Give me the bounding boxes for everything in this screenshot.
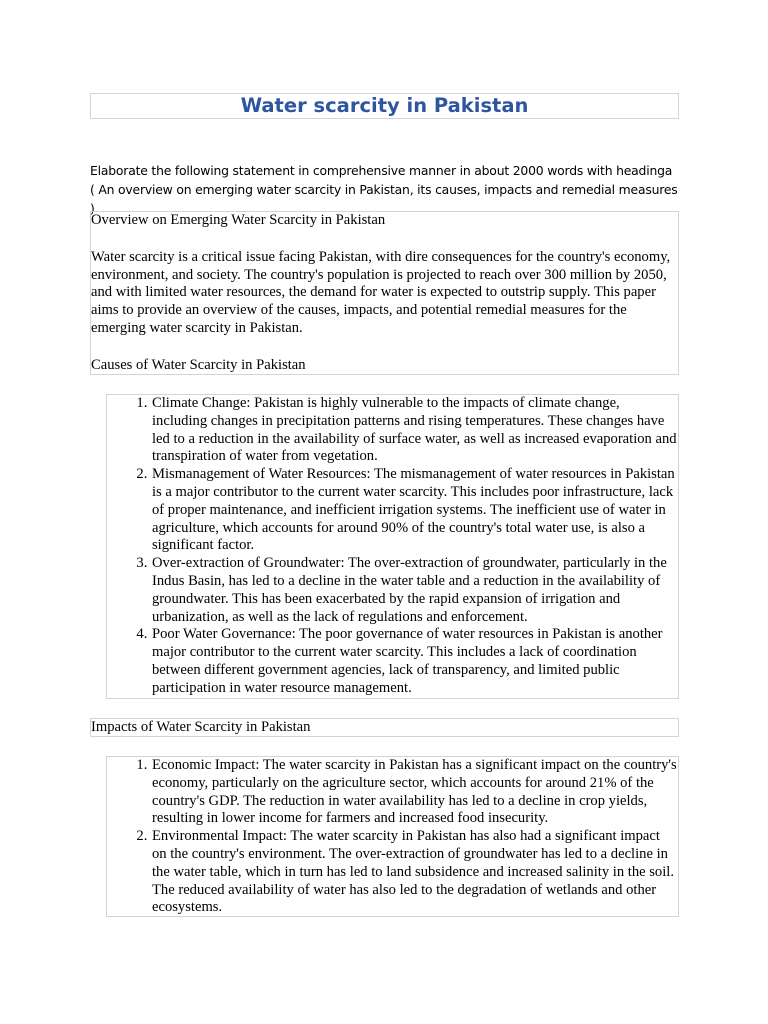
impact-item: 2. Environmental Impact: The water scarcity in Pakistan has also had a significant impact on the country's environment. The over-extraction of groundwater has led to a decline in the water table, which in turn has led to land subsidence and increased salinity in the soil. The reduced availability of water has also led to the degradation of wetlands and other ecosystems. (151, 828, 678, 917)
causes-list-box (106, 394, 679, 699)
cause-item: 4. Poor Water Governance: The poor governance of water resources in Pakistan is another major contributor to the current water scarcity. This includes a lack of coordination between different government agencies, lack of transparency, and limited public participation in water resource management. (151, 626, 678, 697)
impacts-heading: Impacts of Water Scarcity in Pakistan (91, 719, 311, 735)
overview-section (90, 211, 679, 375)
impacts-heading-box (90, 718, 679, 737)
cause-item: 2. Mismanagement of Water Resources: The mismanagement of water resources in Pakistan is a major contributor to the current water scarcity. This includes poor infrastructure, lack of proper maintenance, and inefficient irrigation systems. The inefficient use of water in agriculture, which accounts for around 90% of the country's total water use, is also a significant factor. (151, 466, 678, 555)
causes-heading: Causes of Water Scarcity in Pakistan (91, 356, 306, 373)
prompt-text: Elaborate the following statement in comprehensive manner in about 2000 words with headinga ( An overview on emerging water scarcity in Pakistan, its causes, impacts and remedial measures ) (90, 163, 678, 216)
cause-item: 3. Over-extraction of Groundwater: The over-extraction of groundwater, particularly in the Indus Basin, has led to a decline in the water table and a reduction in the availability of groundwater. This has been exacerbated by the rapid expansion of irrigation and urbanization, as well as the lack of regulations and enforcement. (151, 555, 678, 626)
causes-list (107, 395, 678, 698)
impacts-list-box (106, 756, 679, 917)
title-box (90, 93, 679, 119)
overview-heading: Overview on Emerging Water Scarcity in Pakistan (91, 212, 386, 228)
overview-paragraph: Water scarcity is a critical issue facing Pakistan, with dire consequences for the country's economy, environment, and society. The country's population is projected to reach over 300 million by 2050, and with limited water resources, the demand for water is expected to outstrip supply. This paper aims to provide an overview of the causes, impacts, and potential remedial measures for the emerging water scarcity in Pakistan. (91, 248, 671, 336)
impact-item: 1. Economic Impact: The water scarcity in Pakistan has a significant impact on the country's economy, particularly on the agriculture sector, which accounts for around 21% of the country's GDP. The reduction in water availability has led to a decline in crop yields, resulting in lower income for farmers and increased food insecurity. (151, 757, 678, 828)
document-title: Water scarcity in Pakistan (240, 94, 529, 117)
impacts-list (107, 757, 678, 917)
cause-item: 1. Climate Change: Pakistan is highly vulnerable to the impacts of climate change, including changes in precipitation patterns and rising temperatures. These changes have led to a reduction in the availability of surface water, as well as increased evaporation and transpiration of water from vegetation. (151, 395, 678, 466)
